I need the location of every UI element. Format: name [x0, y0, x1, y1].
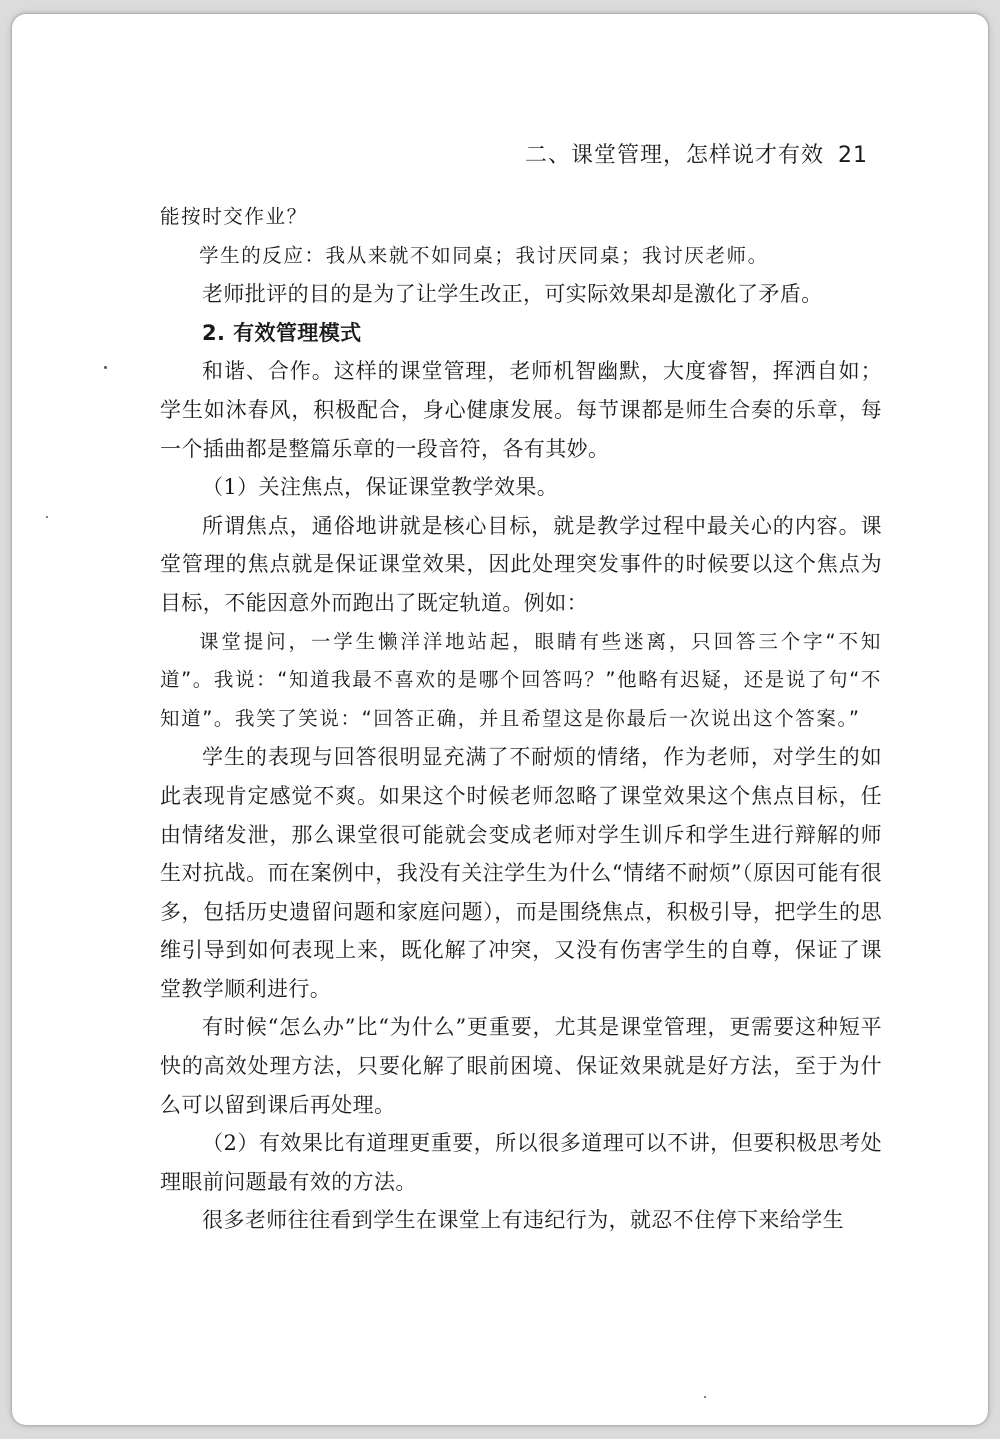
document-page [12, 14, 988, 1425]
page-number: 21 [838, 143, 868, 168]
body-text [160, 198, 882, 1240]
section-heading: 2. 有效管理模式 [202, 320, 362, 345]
subheading: （2）有效果比有道理更重要，所以很多道理可以不讲，但要积极思考处理眼前问题最有效的方法。 [160, 1131, 882, 1194]
paragraph: 有时候“怎么办”比“为什么”更重要，尤其是课堂管理，更需要这种短平快的高效处理方法，只要化解了眼前困境、保证效果就是好方法，至于为什么可以留到课后再处理。 [160, 1015, 882, 1117]
scan-speck [104, 366, 107, 369]
paragraph: 老师批评的目的是为了让学生改正，可实际效果却是激化了矛盾。 [202, 282, 823, 307]
paragraph-continuation: 能按时交作业？ [160, 205, 308, 228]
subheading: （1）关注焦点，保证课堂教学效果。 [202, 475, 559, 500]
header-title: 二、课堂管理，怎样说才有效 [524, 143, 824, 168]
paragraph: 和谐、合作。这样的课堂管理，老师机智幽默，大度睿智，挥洒自如；学生如沐春风，积极配合，身心健康发展。每节课都是师生合奏的乐章，每一个插曲都是整篇乐章的一段音符，各有其妙。 [160, 359, 882, 461]
paragraph: 所谓焦点，通俗地讲就是核心目标，就是教学过程中最关心的内容。课堂管理的焦点就是保证课堂效果，因此处理突发事件的时候要以这个焦点为目标，不能因意外而跑出了既定轨道。例如： [160, 513, 882, 615]
running-header [525, 138, 868, 169]
paragraph: 很多老师往往看到学生在课堂上有违纪行为，就忍不住停下来给学生 [202, 1208, 844, 1233]
example-quote: 课堂提问，一学生懒洋洋地站起，眼睛有些迷离，只回答三个字“不知道”。我说：“知道我最不喜欢的是哪个回答吗？”他略有迟疑，还是说了句“不知道”。我笑了笑说：“回答正确，并且希望这是你最后一次说出这个答案。” [160, 629, 883, 730]
paragraph-student-reaction: 学生的反应：我从来就不如同桌；我讨厌同桌；我讨厌老师。 [199, 243, 769, 267]
scan-speck [704, 1396, 706, 1398]
paragraph: 学生的表现与回答很明显充满了不耐烦的情绪，作为老师，对学生的如此表现肯定感觉不爽。如果这个时候老师忽略了课堂效果这个焦点目标，任由情绪发泄，那么课堂很可能就会变成老师对学生训斥和学生进行辩解的师生对抗战。而在案例中，我没有关注学生为什么“情绪不耐烦”（原因可能有很多，包括历史遗留问题和家庭问题），而是围绕焦点，积极引导，把学生的思维引导到如何表现上来，既化解了冲突，又没有伤害学生的自尊，保证了课堂教学顺利进行。 [160, 745, 882, 1001]
scan-speck [46, 516, 48, 518]
